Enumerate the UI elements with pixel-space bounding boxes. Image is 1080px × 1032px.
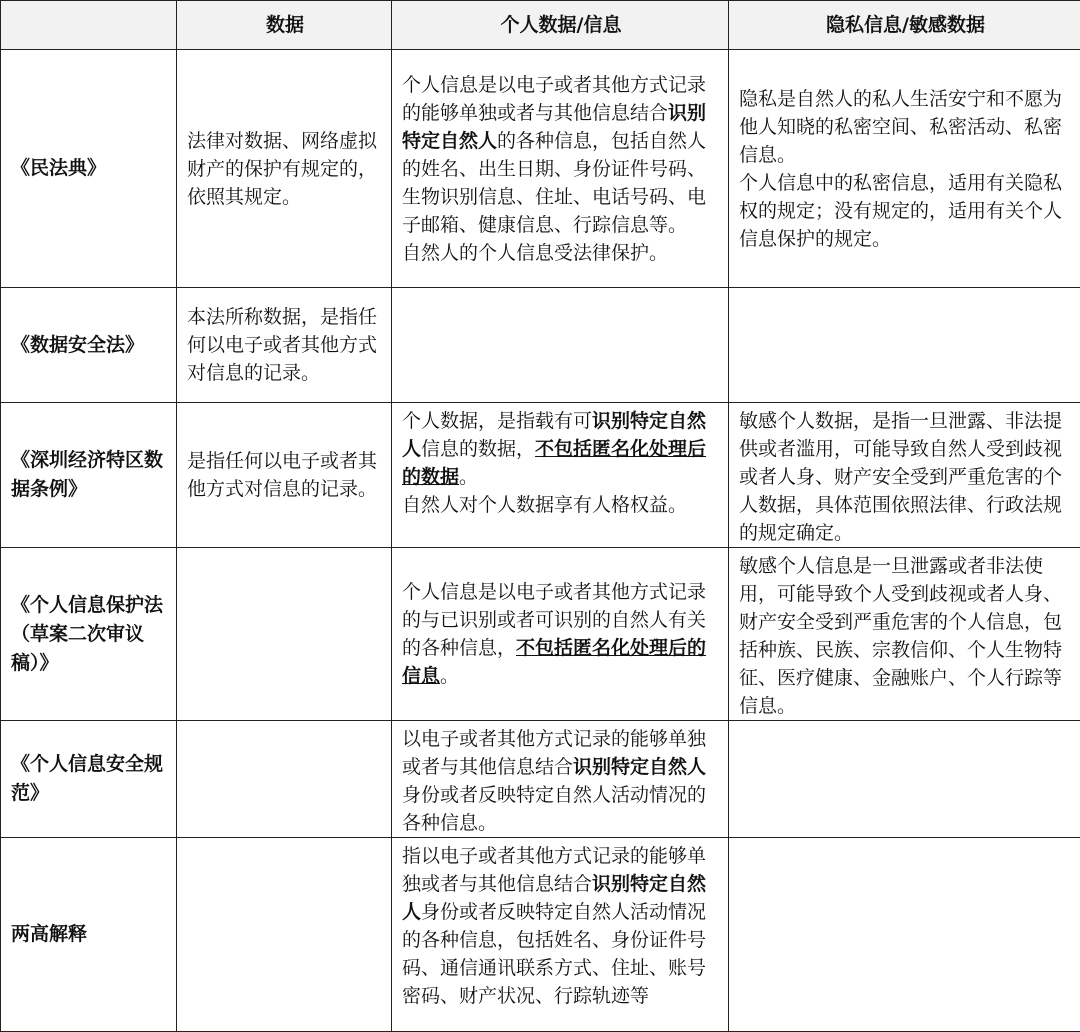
law-name: 《数据安全法》: [1, 288, 177, 403]
text-segment: 身份或者反映特定自然人活动情况的各种信息。: [402, 784, 706, 834]
data-definition: [177, 721, 392, 838]
text-segment: 。: [459, 466, 478, 488]
personal-info-para: 自然人的个人信息受法律保护。: [402, 239, 720, 267]
privacy-info-para: 个人信息中的私密信息，适用有关隐私权的规定；没有规定的，适用有关个人信息保护的规定。: [739, 169, 1072, 253]
header-row: [1, 1, 1080, 50]
text-segment: 指以电子或者其他方式记录的能够单独或者与其他信息结合: [402, 845, 706, 895]
text-segment: 个人数据，是指载有可: [402, 410, 592, 432]
table-row: [1, 721, 1080, 838]
table-row: [1, 838, 1080, 1032]
bold-term: 识别特定自然人: [402, 102, 706, 152]
personal-info-para: [402, 407, 720, 491]
privacy-info-cell: [729, 721, 1080, 838]
personal-info-para: [402, 578, 720, 690]
text-segment: 。: [440, 665, 459, 687]
text-segment: 身份或者反映特定自然人活动情况的各种信息，包括姓名、身份证件号码、通信通讯联系方式、住址、账号密码、财产状况、行踪轨迹等: [402, 901, 706, 1007]
personal-info-cell: [392, 288, 729, 403]
data-definition: [177, 548, 392, 721]
privacy-info-cell: [729, 50, 1080, 288]
privacy-info-cell: 敏感个人信息是一旦泄露或者非法使用，可能导致个人受到歧视或者人身、财产安全受到严重危害的个人信息，包括种族、民族、宗教信仰、个人生物特征、医疗健康、金融账户、个人行踪等信息。: [729, 548, 1080, 721]
header-law: [1, 1, 177, 50]
header-privacy-info: 隐私信息/敏感数据: [729, 1, 1080, 50]
personal-info-para: [402, 842, 720, 1010]
bold-term: 识别特定自然人: [402, 410, 706, 460]
law-name: 《民法典》: [1, 50, 177, 288]
personal-info-cell: [392, 548, 729, 721]
text-segment: 的各种信息，包括自然人的姓名、出生日期、身份证件号码、生物识别信息、住址、电话号码、电子邮箱、健康信息、行踪信息等。: [402, 130, 706, 236]
data-definition: 法律对数据、网络虚拟财产的保护有规定的，依照其规定。: [177, 50, 392, 288]
table-row: [1, 288, 1080, 403]
personal-info-para: 自然人对个人数据享有人格权益。: [402, 491, 720, 519]
data-definition: 本法所称数据，是指任何以电子或者其他方式对信息的记录。: [177, 288, 392, 403]
law-name: 《深圳经济特区数据条例》: [1, 403, 177, 548]
data-definition: 是指任何以电子或者其他方式对信息的记录。: [177, 403, 392, 548]
law-name: 两高解释: [1, 838, 177, 1032]
personal-info-cell: [392, 838, 729, 1032]
law-name: 《个人信息安全规范》: [1, 721, 177, 838]
table-row: [1, 403, 1080, 548]
privacy-info-cell: 敏感个人数据，是指一旦泄露、非法提供或者滥用，可能导致自然人受到歧视或者人身、财产安全受到严重危害的个人数据，具体范围依照法律、行政法规的规定确定。: [729, 403, 1080, 548]
privacy-info-cell: [729, 838, 1080, 1032]
privacy-info-para: 隐私是自然人的私人生活安宁和不愿为他人知晓的私密空间、私密活动、私密信息。: [739, 85, 1072, 169]
text-segment: 以电子或者其他方式记录的能够单独或者与其他信息结合: [402, 728, 706, 778]
personal-info-cell: [392, 403, 729, 548]
personal-info-para: [402, 725, 720, 837]
personal-info-cell: [392, 721, 729, 838]
bold-underlined-term: 不包括匿名化处理后的数据: [402, 438, 706, 488]
bold-term: 识别特定自然人: [402, 873, 706, 923]
text-segment: 信息的数据，: [421, 438, 535, 460]
text-segment: 个人信息是以电子或者其他方式记录的能够单独或者与其他信息结合: [402, 74, 706, 124]
header-personal-info: 个人数据/信息: [392, 1, 729, 50]
table-row: [1, 50, 1080, 288]
header-data: 数据: [177, 1, 392, 50]
text-segment: 个人信息是以电子或者其他方式记录的与已识别或者可识别的自然人有关的各种信息，: [402, 581, 706, 659]
personal-info-cell: [392, 50, 729, 288]
data-definition: [177, 838, 392, 1032]
law-name: 《个人信息保护法（草案二次审议稿）》: [1, 548, 177, 721]
personal-info-para: [402, 71, 720, 239]
table-row: [1, 548, 1080, 721]
bold-underlined-term: 不包括匿名化处理后的信息: [402, 637, 706, 687]
privacy-info-cell: [729, 288, 1080, 403]
bold-term: 识别特定自然人: [573, 756, 706, 778]
